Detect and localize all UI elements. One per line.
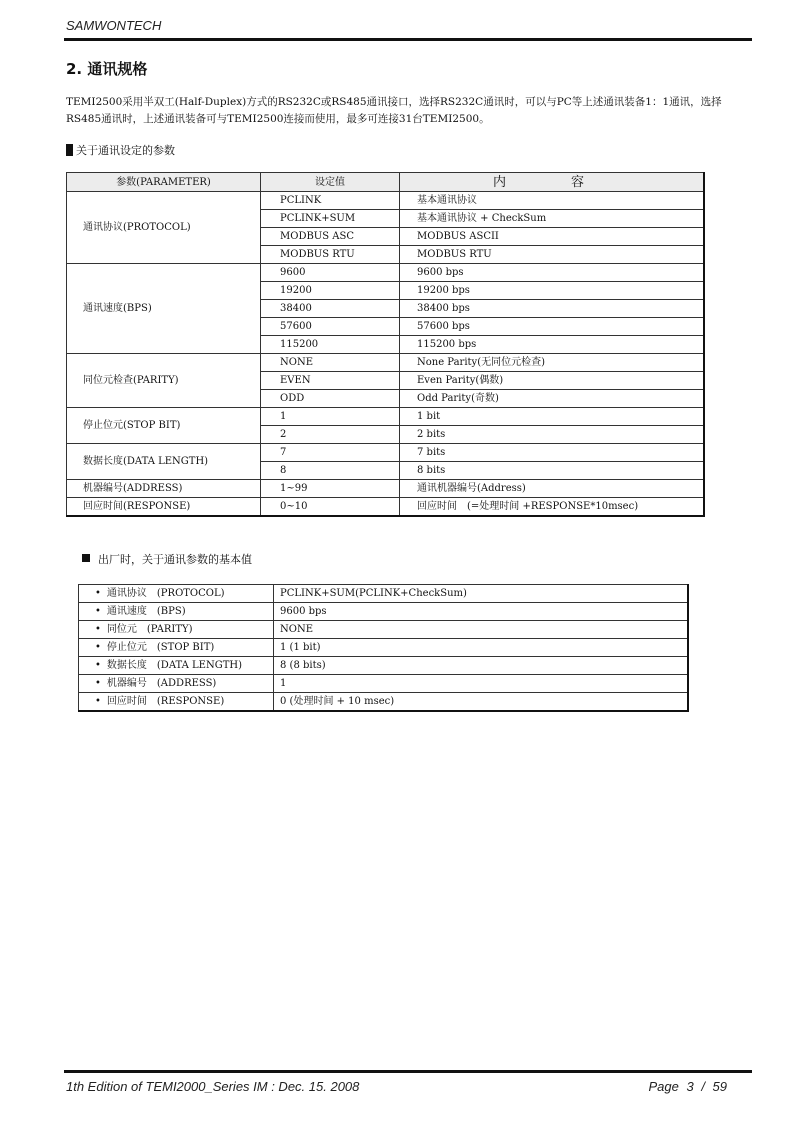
table-row xyxy=(67,498,705,517)
default-key-cell: • 数据长度 (DATA LENGTH) xyxy=(79,657,274,675)
parameter-name-cell: 通讯协议(PROTOCOL) xyxy=(67,192,261,264)
default-key-cell: • 通讯协议 (PROTOCOL) xyxy=(79,585,274,603)
table-row xyxy=(67,192,705,210)
footer-edition: 1th Edition of TEMI2000_Series IM : Dec. 15. 2008 xyxy=(66,1079,360,1094)
table-row xyxy=(79,621,689,639)
setting-value-cell: PCLINK+SUM xyxy=(261,210,400,228)
table-row xyxy=(67,354,705,372)
table2-heading-wrap xyxy=(82,551,252,567)
table1-heading-wrap xyxy=(66,142,175,158)
description-cell: 7 bits xyxy=(400,444,705,462)
setting-value-cell: 1 xyxy=(261,408,400,426)
setting-value-cell: 7 xyxy=(261,444,400,462)
footer-page-number: Page 3 / 59 xyxy=(648,1079,727,1094)
default-value-cell: 0 (处理时间 + 10 msec) xyxy=(274,693,689,712)
section-title: 2. 通讯规格 xyxy=(66,60,148,78)
table-row xyxy=(67,408,705,426)
parameter-name-cell: 回应时间(RESPONSE) xyxy=(67,498,261,517)
parameter-name-cell: 机器编号(ADDRESS) xyxy=(67,480,261,498)
setting-value-cell: PCLINK xyxy=(261,192,400,210)
default-values-table xyxy=(78,584,689,712)
description-cell: Odd Parity(奇数) xyxy=(400,390,705,408)
setting-value-cell: 2 xyxy=(261,426,400,444)
section-intro: TEMI2500采用半双工(Half-Duplex)方式的RS232C或RS485通讯接口，选择RS232C通讯时，可以与PC等上述通讯装备1：1通讯，选择RS485通讯时，上述通讯装备可与TEMI2500连接而使用，最多可连接31台TEMI2500。 xyxy=(66,96,722,125)
column-header-content: 内 容 xyxy=(400,173,705,192)
default-value-cell: 9600 bps xyxy=(274,603,689,621)
table1-heading: 关于通讯设定的参数 xyxy=(76,144,175,157)
column-header-setting: 设定值 xyxy=(261,173,400,192)
default-value-cell: 1 xyxy=(274,675,689,693)
table-row xyxy=(67,444,705,462)
description-cell: 通讯机器编号(Address) xyxy=(400,480,705,498)
setting-value-cell: 1~99 xyxy=(261,480,400,498)
parameter-name-cell: 数据长度(DATA LENGTH) xyxy=(67,444,261,480)
setting-value-cell: 57600 xyxy=(261,318,400,336)
description-cell: 9600 bps xyxy=(400,264,705,282)
description-cell: 2 bits xyxy=(400,426,705,444)
description-cell: 回应时间 (=处理时间 +RESPONSE*10msec) xyxy=(400,498,705,517)
description-cell: None Parity(无同位元检查) xyxy=(400,354,705,372)
parameter-name-cell: 通讯速度(BPS) xyxy=(67,264,261,354)
table-row xyxy=(67,264,705,282)
description-cell: 1 bit xyxy=(400,408,705,426)
table2-heading: 出厂时，关于通讯参数的基本值 xyxy=(98,553,252,566)
table-row xyxy=(67,480,705,498)
table-header-row xyxy=(67,173,705,192)
default-value-cell: PCLINK+SUM(PCLINK+CheckSum) xyxy=(274,585,689,603)
setting-value-cell: 8 xyxy=(261,462,400,480)
description-cell: 基本通讯协议 xyxy=(400,192,705,210)
header-brand: SAMWONTECH xyxy=(66,18,162,33)
description-cell: MODBUS ASCII xyxy=(400,228,705,246)
default-value-cell: 8 (8 bits) xyxy=(274,657,689,675)
square-bullet-icon xyxy=(66,144,73,156)
description-cell: 38400 bps xyxy=(400,300,705,318)
description-cell: 57600 bps xyxy=(400,318,705,336)
description-cell: MODBUS RTU xyxy=(400,246,705,264)
setting-value-cell: 9600 xyxy=(261,264,400,282)
column-header-parameter: 参数(PARAMETER) xyxy=(67,173,261,192)
description-cell: 115200 bps xyxy=(400,336,705,354)
setting-value-cell: EVEN xyxy=(261,372,400,390)
table-row xyxy=(79,657,689,675)
description-cell: 基本通讯协议 + CheckSum xyxy=(400,210,705,228)
setting-value-cell: MODBUS ASC xyxy=(261,228,400,246)
default-key-cell: • 回应时间 (RESPONSE) xyxy=(79,693,274,712)
parameter-name-cell: 停止位元(STOP BIT) xyxy=(67,408,261,444)
default-value-cell: 1 (1 bit) xyxy=(274,639,689,657)
table-row xyxy=(79,693,689,712)
header-rule xyxy=(64,38,752,41)
setting-value-cell: 19200 xyxy=(261,282,400,300)
description-cell: 8 bits xyxy=(400,462,705,480)
parameter-name-cell: 同位元检查(PARITY) xyxy=(67,354,261,408)
default-value-cell: NONE xyxy=(274,621,689,639)
default-key-cell: • 同位元 (PARITY) xyxy=(79,621,274,639)
table-row xyxy=(79,639,689,657)
table-row xyxy=(79,585,689,603)
table-row xyxy=(79,675,689,693)
default-key-cell: • 通讯速度 (BPS) xyxy=(79,603,274,621)
setting-value-cell: 38400 xyxy=(261,300,400,318)
setting-value-cell: ODD xyxy=(261,390,400,408)
square-bullet-icon xyxy=(82,554,90,562)
default-key-cell: • 停止位元 (STOP BIT) xyxy=(79,639,274,657)
setting-value-cell: 115200 xyxy=(261,336,400,354)
parameter-table xyxy=(66,172,705,517)
table-row xyxy=(79,603,689,621)
setting-value-cell: 0~10 xyxy=(261,498,400,517)
setting-value-cell: NONE xyxy=(261,354,400,372)
description-cell: Even Parity(偶数) xyxy=(400,372,705,390)
default-key-cell: • 机器编号 (ADDRESS) xyxy=(79,675,274,693)
setting-value-cell: MODBUS RTU xyxy=(261,246,400,264)
description-cell: 19200 bps xyxy=(400,282,705,300)
footer-rule xyxy=(64,1070,752,1073)
